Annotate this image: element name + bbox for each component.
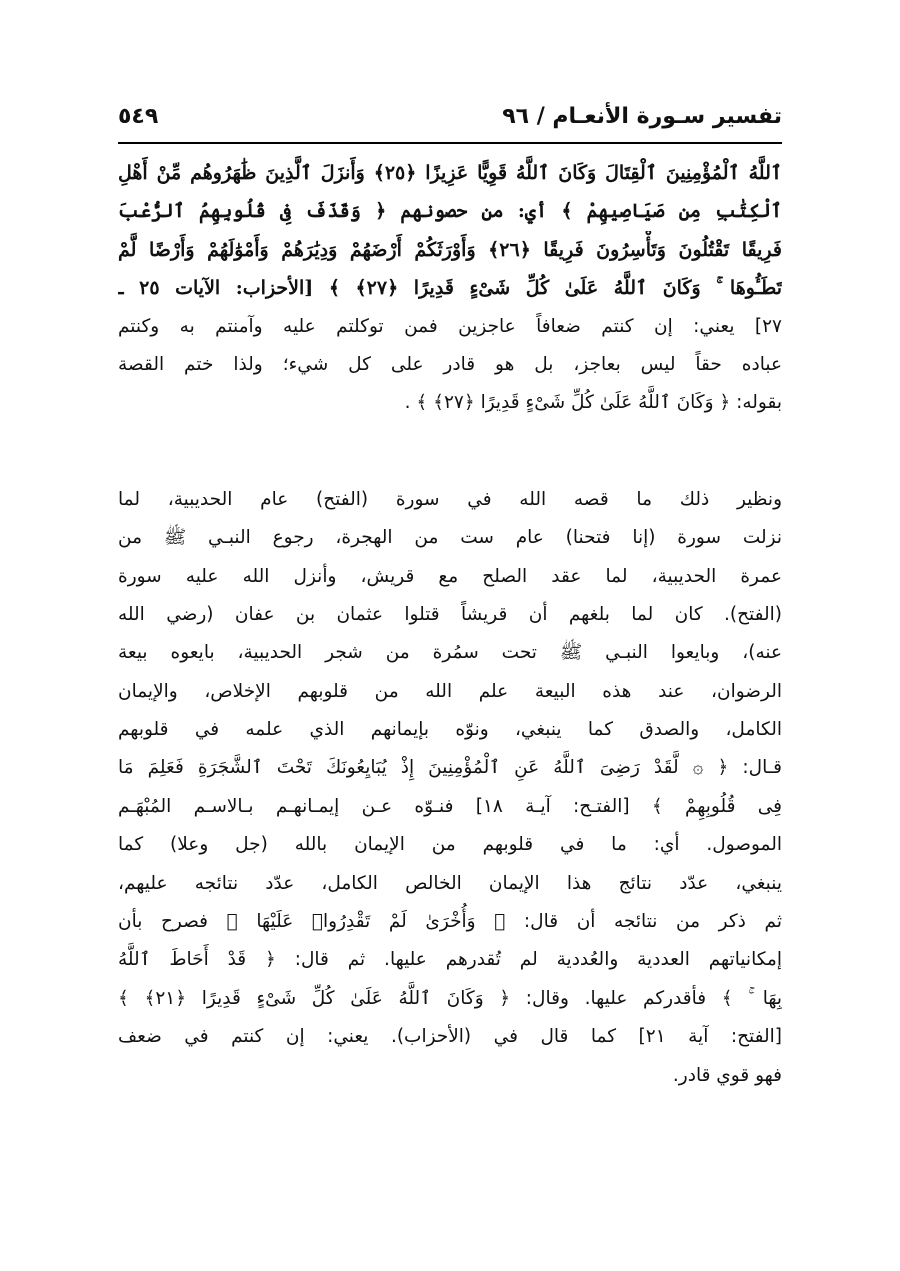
text-line: عنه)، وبايعوا النبـي ﷺ تحت سمُرة من شجر الحديبية، بايعوه بيعة [118, 642, 782, 664]
page-number: ٥٤٩ [118, 104, 159, 129]
running-title: تفسير سـورة الأنعـام / ٩٦ [502, 104, 782, 129]
text-line: بقوله: ﴿ وَكَانَ ٱللَّهُ عَلَىٰ كُلِّ شَىْءٍ قَدِيرًا ﴿٢٧﴾ ﴾ . [404, 392, 782, 414]
text-line: ونظير ذلك ما قصه الله في سورة (الفتح) عام الحديبية، لما [118, 488, 782, 510]
text-line: قـال: ﴿ ۞ لَّقَدْ رَضِىَ ٱللَّهُ عَنِ ٱلْمُؤْمِنِينَ إِذْ يُبَايِعُونَكَ تَحْتَ ٱلشَّجَرَةِ فَعَلِمَ مَا [118, 757, 782, 779]
page-header [118, 104, 782, 144]
text-line: تَطَـُٔوهَا ۚ وَكَانَ ٱللَّهُ عَلَىٰ كُلِّ شَىْءٍ قَدِيرًا ﴿٢٧﴾ ﴾ [الأحزاب: الآيات ٢٥ ـ [118, 277, 782, 300]
text-line: ثم ذكر من نتائجه أن قال: ﴿ وَأُخْرَىٰ لَمْ تَقْدِرُوا۟ عَلَيْهَا ﴾ فصرح بأن [118, 911, 782, 933]
text-line: الموصول. أي: ما في قلوبهم من الإيمان بالله (جل وعلا) كما [118, 834, 782, 856]
text-line: فَرِيقًا تَقْتُلُونَ وَتَأْسِرُونَ فَرِيقًا ﴿٢٦﴾ وَأَوْرَثَكُمْ أَرْضَهُمْ وَدِيَٰرَهُمْ وَأَمْوَٰلَهُمْ وَأَرْضًا لَّمْ [118, 238, 782, 261]
text-line: بِهَا ۚ ﴾ فأقدركم عليها. وقال: ﴿ وَكَانَ ٱللَّهُ عَلَىٰ كُلِّ شَىْءٍ قَدِيرًا ﴿٢١﴾ ﴾ [118, 987, 782, 1009]
text-line: ٱللَّهُ ٱلْمُؤْمِنِينَ ٱلْقِتَالَ وَكَانَ ٱللَّهُ قَوِيًّا عَزِيزًا ﴿٢٥﴾ وَأَنزَلَ ٱلَّذِينَ ظَٰهَرُوهُم مِّنْ أَهْلِ [118, 162, 782, 184]
text-line: إمكانياتهم العددية والعُددية لم تُقدرهم عليها. ثم قال: ﴿ قَدْ أَحَاطَ ٱللَّهُ [118, 949, 782, 971]
text-line: [الفتح: آية ٢١] كما قال في (الأحزاب). يعني: إن كنتم في ضعف [118, 1026, 782, 1048]
text-line: عباده حقاً ليس بعاجز، بل هو قادر على كل شيء؛ ولذا ختم القصة [118, 353, 782, 375]
text-line: فهو قوي قادر. [672, 1064, 782, 1086]
text-line: عمرة الحديبية، لما عقد الصلح مع قريش، وأنزل الله عليه سورة [118, 565, 782, 587]
text-line: ينبغي، عدّد نتائج هذا الإيمان الخالص الكامل، عدّد نتائجه عليهم، [118, 872, 782, 894]
text-line: ٱلْكِتَٰبِ مِن صَيَاصِيهِمْ ﴾ أي: من حصونهم ﴿ وَقَذَفَ فِى قُلُوبِهِمُ ٱلرُّعْبَ [118, 200, 782, 223]
paragraph-gap [118, 423, 782, 481]
paragraph-2 [118, 481, 782, 1095]
text-line: فِى قُلُوبِهِمْ ﴾ [الفتـح: آيـة ١٨] فنـوّه عـن إيمـانهـم بـالاسـم المُبْهَـم [118, 795, 782, 817]
text-line: ٢٧] يعني: إن كنتم ضعافاً عاجزين فمن توكلتم عليه وآمنتم به وكنتم [118, 315, 782, 337]
header-rule [118, 142, 782, 144]
page-body [118, 154, 782, 1095]
text-line: نزلت سورة (إنا فتحنا) عام ست من الهجرة، رجوع النبـي ﷺ من [118, 527, 782, 549]
paragraph-1 [118, 154, 782, 423]
text-line: الكامل، والصدق كما ينبغي، ونوّه بإيمانهم الذي علمه في قلوبهم [118, 719, 782, 741]
text-line: الرضوان، عند هذه البيعة علم الله من قلوبهم الإخلاص، والإيمان [118, 680, 782, 702]
text-line: (الفتح). كان لما بلغهم أن قريشاً قتلوا عثمان بن عفان (رضي الله [118, 603, 782, 625]
